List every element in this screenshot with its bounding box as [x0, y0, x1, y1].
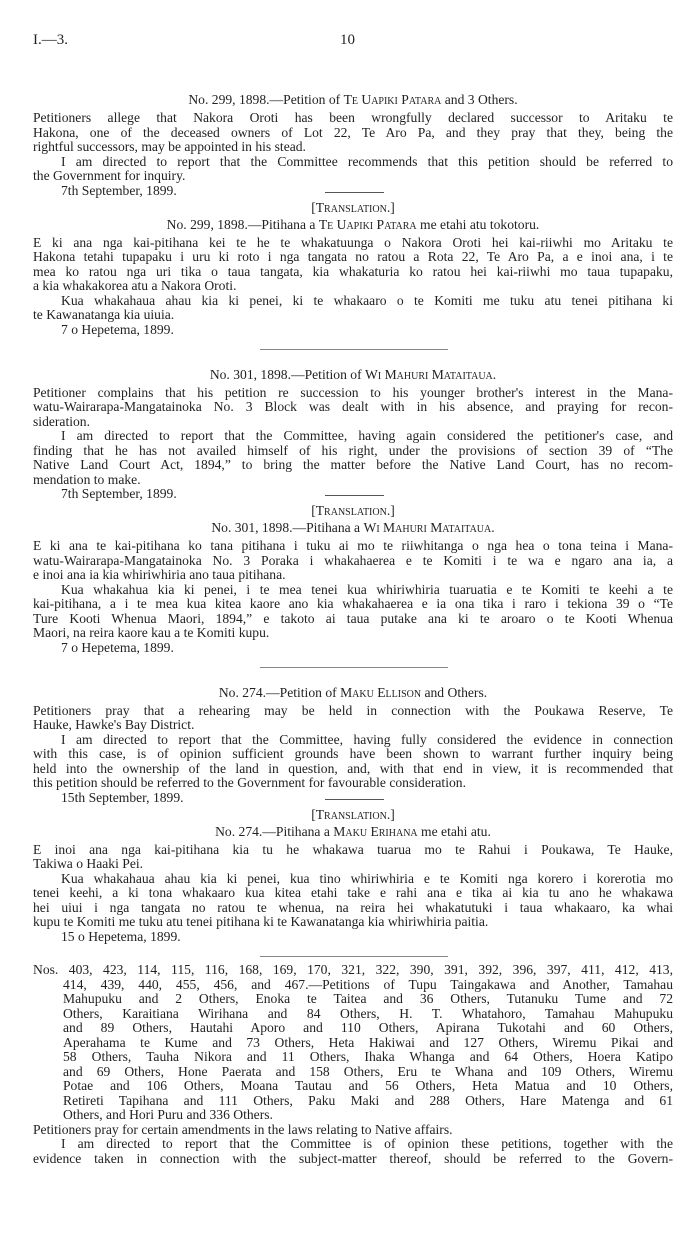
short-divider [325, 192, 384, 193]
text-line: Kua whakahaua ahau kia ki penei, kua tino whiriwhiria e te Komiti nga korero i korerotia mo [61, 871, 673, 886]
text-line: 58 Others, Tauha Nikora and 11 Others, Ihaka Whanga and 64 Others, Hoera Katipo [63, 1050, 673, 1064]
document-reference: I.—3. [33, 32, 68, 48]
date-line [33, 487, 673, 502]
text-line: I am directed to report that the Committee, having fully considered the evidence in connection [61, 732, 673, 747]
text-line: kupu te Komiti me tuku atu tenei pitihana ki te Kawanatanga kia whiriwhiria paitia. [33, 914, 489, 929]
text-line: and 89 Others, Hautahi Aporo and 110 Others, Apirana Tukotahi and 60 Others, [63, 1021, 673, 1035]
translation-label: [Translation.] [311, 806, 395, 822]
section-divider [33, 660, 673, 675]
text-line: Native Land Court Act, 1894,” to bring the matter before the Native Land Court, has no recom- [33, 458, 673, 472]
date-line [33, 184, 673, 199]
text-line: Hakona tetahi tupapaku i uru ki roto i nga tangata no ratou a Rota 22, Te Aro Pa, a e inoi ana, i te [33, 250, 673, 264]
text-line: Kua whakahaua ahau kia ki penei, ki te whakaaro o te Komiti me tuku atu tenei pitihana ki [61, 293, 673, 308]
heading-text: No. 274.—Petition of [218, 684, 341, 700]
heading-text: No. 299, 1898.—Pitihana a [166, 216, 319, 232]
text-line: Hakona, one of the deceased owners of Lot 22, Te Aro Pa, and they pray that they, being the [33, 125, 673, 140]
text-line: E ki ana te kai-pitihana ko tana pitihana i tuku ai mo te riiwhitanga o nga hea o tona teina i Mana- [33, 539, 673, 553]
heading-text: No. 299, 1898.—Petition of [188, 92, 344, 107]
text-line: rightful successors, may be appointed in his stead. [33, 139, 306, 154]
text-line: Potae and 106 Others, Moana Tautau and 56 Others, Heta Matua and 10 Others, [63, 1079, 673, 1093]
heading-text: me etahi atu. [417, 823, 491, 839]
text-line: I am directed to report that the Committee recommends that this petition should be referred to [61, 154, 673, 169]
heading-text: and 3 Others. [441, 92, 518, 107]
short-divider [325, 495, 384, 496]
text-line: finding that he has not availed himself of his right, under the provisions of section 39 of “The [33, 443, 673, 458]
text-line: Hauke, Hawke's Bay District. [33, 717, 195, 732]
petition-heading [33, 368, 673, 383]
text-line: Takiwa o Haaki Pei. [33, 856, 144, 871]
text-line: Others, and Hori Puru and 336 Others. [63, 1107, 273, 1122]
date-text: 7th September, 1899. [61, 182, 177, 198]
text-line: E inoi ana nga kai-pitihana kia tu he whakawa tuarua mo te Rahui i Poukawa, Te Hauke, [33, 842, 673, 857]
heading-text: No. 274.—Pitihana a [215, 823, 334, 839]
text-line: E ki ana nga kai-pitihana kei te he te whakatuunga o Nakora Oroti hei kai-riiwhi mo Aritaku te [33, 235, 673, 250]
text-line: this petition should be referred to the Government for favourable consideration. [33, 775, 466, 790]
translation-label: [Translation.] [311, 199, 395, 215]
text-line: hei uiui i nga tangata no ratou te whenua, na reira hei whakatutuki i taua whakaaro, ka whai [33, 900, 673, 915]
date-text: 7 o Hepetema, 1899. [61, 321, 174, 337]
text-line: I am directed to report that the Committee, having again considered the petitioner's case, and [61, 429, 673, 443]
date-line [33, 791, 673, 806]
translation-label: [Translation.] [311, 503, 395, 518]
text-line: Nos. 403, 423, 114, 115, 116, 168, 169, 170, 321, 322, 390, 391, 392, 396, 397, 411, 412, 413, [33, 963, 673, 977]
date-line [33, 930, 673, 945]
heading-text: . [491, 520, 495, 535]
heading-text: No. 301, 1898.—Petition of [209, 366, 366, 382]
petitioner-name: Te Uapiki Patara [343, 92, 442, 107]
petition-heading [33, 686, 673, 701]
petitioner-name: Wi Mahuri Mataitaua [365, 366, 493, 382]
heading-text: me etahi atu tokotoru. [416, 216, 540, 232]
petition-heading [33, 218, 673, 233]
page-number: 10 [340, 32, 355, 48]
text-line: mea ko ratou nga uri tika o taua tangata, kia whakaturia ko ratou hei kai-riiwhi mo taua tupapaku, [33, 264, 673, 279]
text-line: te Kawanatanga kia uiuia. [33, 307, 175, 322]
text-line: Petitioners pray that a rehearing may be held in connection with the Poukawa Reserve, Te [33, 703, 673, 718]
text-line: evidence taken in connection with the subject-matter thereof, should be referred to the Govern- [33, 1151, 673, 1166]
text-line: Retireti Tapihana and 111 Others, Paku Maki and 288 Others, Hare Matenga and 61 [63, 1093, 673, 1108]
heading-text: . [492, 366, 497, 382]
text-line: held into the ownership of the land in question, and, with that end in view, it is recommended that [33, 761, 673, 776]
text-line: mendation to make. [33, 471, 141, 487]
text-line: Maori, na reira kaore kau a te Komiti kupu. [33, 625, 270, 640]
text-line: Aperahama te Kume and 73 Others, Heta Hakiwai and 127 Others, Wiremu Pikai and [63, 1035, 673, 1050]
text-line: tenei keehi, a ki tona whakaaro kua kitea etahi take e rahi ana e tika ai kia tu ano he whakawa [33, 886, 673, 900]
text-line: 414, 439, 440, 455, 456, and 467.—Petitions of Tupu Taingakawa and Another, Tamahau [63, 977, 673, 992]
petition-heading [33, 93, 673, 108]
heading-text: and Others. [421, 684, 488, 700]
text-line: a kia whakakorea atu a Nakora Oroti. [33, 278, 237, 293]
text-line: watu-Wairarapa-Mangatainoka No. 3 Poraka i whakahaerea e te Komiti i te wa e ngaro ana ia, a [33, 553, 673, 568]
text-line: Mahupuku and 2 Others, Enoka te Taitea and 36 Others, Tutanuku Tume and 72 [63, 992, 673, 1006]
date-text: 7th September, 1899. [61, 486, 177, 501]
petitioner-name: Maku Erihana [333, 823, 418, 839]
text-line: with this case, is of opinion sufficient grounds have been shown to warrant further inquiry being [33, 747, 673, 761]
text-line: Petitioner complains that his petition re succession to his younger brother's interest in the Mana- [33, 385, 673, 400]
text-line: I am directed to report that the Committee is of opinion these petitions, together with the [61, 1137, 673, 1151]
petitioner-name: Wi Mahuri Mataitaua [363, 520, 492, 535]
section-divider [33, 342, 673, 357]
text-line: watu-Wairarapa-Mangatainoka No. 3 Block was dealt with in his absence, and praying for recon- [33, 400, 673, 414]
text-line: the Government for inquiry. [33, 168, 186, 183]
text-line: Kua whakahua kia ki penei, i te mea tenei kua whiriwhiria tuaruatia e te Komiti te keehi a te [61, 582, 673, 597]
petitioner-name: Maku Ellison [340, 684, 422, 700]
date-text: 15th September, 1899. [61, 789, 184, 805]
short-divider [325, 799, 384, 800]
section-divider [33, 949, 673, 964]
petitioner-name: Te Uapiki Patara [318, 216, 417, 232]
text-line: Ture Kooti Whenua Maori, 1894,” e takoto ai taua putake ana ki te aroaro o te Kooti Whenua [33, 611, 673, 626]
date-text: 15 o Hepetema, 1899. [61, 928, 181, 944]
text-line: kai-pitihana, a i te mea kua kitea kaore ano kia whakahaerea e ia ona tika i raro i tekiona 39 o “Te [33, 597, 673, 611]
date-text: 7 o Hepetema, 1899. [61, 639, 174, 655]
text-line: e inoi ana ia kia whiriwhiria ano taua pitihana. [33, 567, 286, 582]
date-line [33, 323, 673, 338]
text-line: Petitioners pray for certain amendments in the laws relating to Native affairs. [33, 1121, 453, 1137]
document-body [33, 93, 673, 1166]
heading-text: No. 301, 1898.—Pitihana a [211, 520, 364, 535]
text-line: sideration. [33, 413, 91, 429]
date-line [33, 641, 673, 656]
petition-heading [33, 521, 673, 536]
text-line: and 69 Others, Hone Paerata and 158 Others, Eru te Whana and 109 Others, Wiremu [63, 1064, 673, 1079]
petition-heading [33, 825, 673, 840]
text-line: Others, Karaitiana Wirihana and 84 Others, H. T. Whatahoro, Tamahau Mahupuku [63, 1006, 673, 1021]
text-line: Petitioners allege that Nakora Oroti has been wrongfully declared successor to Aritaku te [33, 111, 673, 125]
